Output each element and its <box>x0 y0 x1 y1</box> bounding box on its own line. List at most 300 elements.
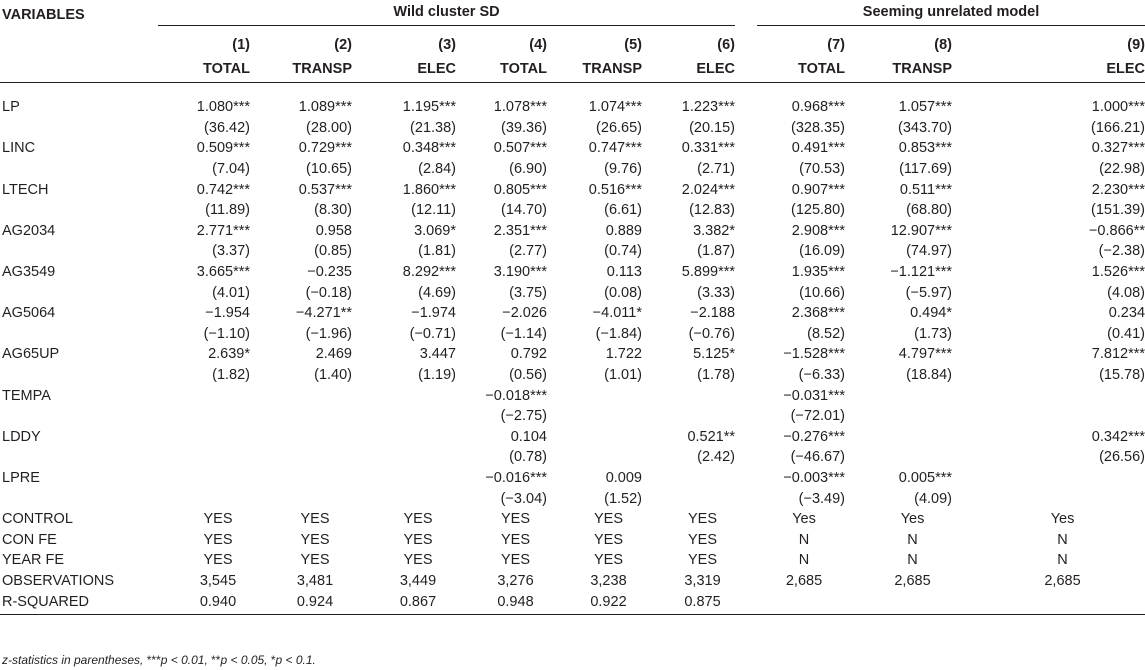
z-statistic-cell <box>250 447 352 468</box>
footer-cell: 0.940 <box>158 591 250 614</box>
coefficient-cell: 2.771*** <box>196 222 250 239</box>
footer-cell: YES <box>688 531 718 548</box>
footer-cell: YES <box>593 552 623 569</box>
z-statistic-cell: (3.37) <box>212 243 250 260</box>
coefficient-cell: 2.230*** <box>1091 181 1145 198</box>
coefficient-cell: 0.331*** <box>681 140 736 157</box>
z-statistic-cell: (21.38) <box>410 119 456 136</box>
coefficient-cell: 1.000*** <box>1091 99 1145 116</box>
footer-cell: YES <box>300 511 330 528</box>
note-p2-stars: ** <box>211 653 221 667</box>
z-statistic-blank <box>0 241 158 262</box>
coefficient-cell: 3.190*** <box>493 264 547 281</box>
z-statistic-cell: (10.65) <box>306 161 352 178</box>
coefficient-cell: 1.195*** <box>402 99 456 116</box>
footer-cell: YES <box>203 531 233 548</box>
column-name: TRANSP <box>547 56 642 83</box>
coefficient-row <box>0 344 1145 365</box>
z-statistic-row <box>0 282 1145 303</box>
note-p1-stars: *** <box>146 653 161 667</box>
coefficient-cell: −0.016*** <box>485 469 547 486</box>
coefficient-row <box>0 468 1145 489</box>
z-statistic-cell: (1.73) <box>914 325 953 342</box>
footer-cell: YES <box>403 531 433 548</box>
coefficient-cell: 0.511*** <box>899 181 953 198</box>
footer-row <box>0 591 1145 614</box>
coefficient-cell: −2.188 <box>690 305 736 322</box>
z-statistic-cell: (10.66) <box>799 284 846 301</box>
z-statistic-cell: (36.42) <box>204 119 250 136</box>
column-number-row <box>0 30 1145 56</box>
footer-cell: N <box>907 552 918 569</box>
z-statistic-cell: (166.21) <box>1091 119 1145 136</box>
z-statistic-cell <box>845 406 952 427</box>
coefficient-cell: 0.521** <box>687 428 736 445</box>
z-statistic-cell: (328.35) <box>791 119 846 136</box>
coefficient-cell: 4.797*** <box>898 346 953 363</box>
coefficient-cell <box>158 468 250 489</box>
footer-label: CONTROL <box>2 511 73 528</box>
z-statistic-cell: (70.53) <box>799 161 846 178</box>
z-statistic-cell: (16.09) <box>799 243 846 260</box>
z-statistic-cell: (74.97) <box>906 243 953 260</box>
z-statistic-cell: (0.78) <box>509 449 547 466</box>
coefficient-cell: 1.089*** <box>298 99 352 116</box>
seeming-unrelated-group-label: Seeming unrelated model <box>757 4 1145 26</box>
coefficient-cell: −1.528*** <box>783 346 846 363</box>
z-statistic-cell: (22.98) <box>1099 161 1145 178</box>
coefficient-cell: −2.026 <box>502 305 547 322</box>
z-statistic-cell: (4.01) <box>212 284 250 301</box>
z-statistic-cell: (39.36) <box>501 119 547 136</box>
z-statistic-cell: (2.77) <box>509 243 547 260</box>
variable-label: LPRE <box>2 469 40 486</box>
coefficient-cell <box>642 468 735 489</box>
footer-cell <box>845 591 952 614</box>
z-statistic-cell <box>642 406 735 427</box>
z-statistic-cell: (343.70) <box>898 119 953 136</box>
z-statistic-cell <box>158 447 250 468</box>
coefficient-cell: 1.074*** <box>588 99 642 116</box>
coefficient-cell: −4.011* <box>592 305 642 322</box>
footer-cell: 3,276 <box>497 572 534 589</box>
z-statistic-cell: (3.75) <box>509 284 547 301</box>
z-statistic-cell: (0.41) <box>1107 325 1145 342</box>
coefficient-row <box>0 427 1145 448</box>
z-statistic-cell <box>845 447 952 468</box>
column-number: (4) <box>529 37 547 53</box>
footer-cell: YES <box>500 531 530 548</box>
z-statistic-cell: (28.00) <box>306 119 352 136</box>
footer-label: YEAR FE <box>2 552 65 569</box>
z-statistic-cell <box>352 488 456 509</box>
header-group-row <box>0 0 1145 30</box>
z-statistic-cell <box>642 488 735 509</box>
z-statistic-cell: (−2.38) <box>1098 243 1145 260</box>
coefficient-cell: 0.958 <box>315 222 352 239</box>
footer-cell: YES <box>403 511 433 528</box>
coefficient-cell <box>352 385 456 406</box>
coefficient-cell: 1.223*** <box>681 99 736 116</box>
z-statistic-row <box>0 200 1145 221</box>
z-statistic-cell: (11.89) <box>205 202 250 219</box>
coefficient-cell: 0.516*** <box>588 181 642 198</box>
z-statistic-cell: (8.52) <box>807 325 846 342</box>
z-statistic-cell <box>547 447 642 468</box>
z-statistic-blank <box>0 118 158 139</box>
coefficient-row <box>0 179 1145 200</box>
footer-cell: 0.924 <box>250 591 352 614</box>
footer-cell: YES <box>203 552 233 569</box>
z-statistic-cell: (6.61) <box>604 202 642 219</box>
footer-cell: YES <box>300 552 330 569</box>
coefficient-cell: 0.907*** <box>791 181 846 198</box>
coefficient-cell <box>547 427 642 448</box>
coefficient-cell: 2.639* <box>208 346 250 363</box>
z-statistic-cell: (−1.96) <box>305 325 352 342</box>
footer-row <box>0 509 1145 530</box>
footer-cell: 3,238 <box>590 572 627 589</box>
z-statistic-cell <box>158 406 250 427</box>
coefficient-cell: −1.121*** <box>890 264 953 281</box>
column-name-blank <box>0 56 158 83</box>
footer-row <box>0 571 1145 592</box>
column-name: TOTAL <box>158 56 250 83</box>
variables-header: VARIABLES <box>2 7 85 23</box>
z-statistic-row <box>0 159 1145 180</box>
note-lead: z-statistics in parentheses, <box>2 653 147 667</box>
z-statistic-cell <box>250 406 352 427</box>
column-name: ELEC <box>642 56 735 83</box>
z-statistic-blank <box>0 324 158 345</box>
z-statistic-row <box>0 365 1145 386</box>
coefficient-cell <box>352 468 456 489</box>
z-statistic-blank <box>0 200 158 221</box>
footer-cell: YES <box>203 511 233 528</box>
coefficient-cell: −1.954 <box>205 305 250 322</box>
footer-cell: 0.867 <box>352 591 456 614</box>
coefficient-cell: 0.537*** <box>298 181 352 198</box>
variable-label: LINC <box>2 140 36 157</box>
z-statistic-cell: (26.65) <box>596 119 642 136</box>
wild-cluster-group-label: Wild cluster SD <box>158 4 735 26</box>
coefficient-cell: 3.382* <box>693 222 736 239</box>
column-name: ELEC <box>352 56 456 83</box>
z-statistic-blank <box>0 159 158 180</box>
z-statistic-cell: (12.11) <box>411 202 456 219</box>
coefficient-cell: 0.747*** <box>588 140 642 157</box>
z-statistic-cell <box>158 488 250 509</box>
footer-cell: Yes <box>792 511 816 528</box>
z-statistic-cell: (1.78) <box>697 367 736 384</box>
coefficient-cell <box>250 385 352 406</box>
footer-cell: 0.875 <box>642 591 735 614</box>
variable-label: LTECH <box>2 181 49 198</box>
footer-cell: 3,481 <box>296 572 334 589</box>
z-statistic-cell: (1.01) <box>604 367 642 384</box>
coefficient-cell <box>547 385 642 406</box>
coefficient-cell: −0.866** <box>1088 222 1145 239</box>
coefficient-cell <box>158 427 250 448</box>
variable-label: AG2034 <box>2 222 56 239</box>
column-number: (1) <box>232 37 250 53</box>
z-statistic-cell: (−0.18) <box>305 284 352 301</box>
footer-cell: Yes <box>900 511 925 528</box>
footer-cell: N <box>1057 552 1068 569</box>
footer-cell: YES <box>300 531 330 548</box>
coefficient-cell: −0.276*** <box>783 428 846 445</box>
footer-cell <box>952 591 1145 614</box>
footer-cell: YES <box>593 531 623 548</box>
z-statistic-cell: (14.70) <box>501 202 547 219</box>
coefficient-row <box>0 303 1145 324</box>
z-statistic-row <box>0 241 1145 262</box>
coefficient-cell: 2.024*** <box>681 181 736 198</box>
z-statistic-cell: (−1.84) <box>595 325 642 342</box>
coefficient-cell <box>158 385 250 406</box>
z-statistic-row <box>0 406 1145 427</box>
z-statistic-row <box>0 488 1145 509</box>
footer-cell: 0.922 <box>547 591 642 614</box>
coefficient-cell: 0.113 <box>606 264 642 281</box>
coefficient-cell: 1.860*** <box>402 181 456 198</box>
variable-label: LDDY <box>2 428 41 445</box>
z-statistic-cell: (1.87) <box>697 243 736 260</box>
note-p1: p < 0.01, <box>160 653 212 667</box>
coefficient-cell: 0.507*** <box>493 140 547 157</box>
coefficient-cell: 1.057*** <box>898 99 953 116</box>
z-statistic-row <box>0 118 1145 139</box>
z-statistic-cell: (0.08) <box>604 284 642 301</box>
coefficient-cell <box>250 468 352 489</box>
coefficient-cell: 0.009 <box>605 469 642 486</box>
footer-cell: YES <box>403 552 433 569</box>
footer-label: CON FE <box>2 531 57 548</box>
table-body <box>0 83 1145 615</box>
wild-cluster-group-header <box>158 0 735 30</box>
z-statistic-cell <box>250 488 352 509</box>
z-statistic-cell: (−5.97) <box>905 284 953 301</box>
coefficient-cell: 2.351*** <box>493 222 547 239</box>
footer-cell <box>735 591 845 614</box>
coefficient-cell: 0.342*** <box>1091 428 1145 445</box>
z-statistic-cell: (117.69) <box>899 161 953 178</box>
z-statistic-cell: (7.04) <box>212 161 250 178</box>
z-statistic-cell: (−2.75) <box>500 408 547 425</box>
coefficient-cell: 0.348*** <box>402 140 456 157</box>
z-statistic-cell <box>352 406 456 427</box>
footer-cell: N <box>798 552 810 569</box>
z-statistic-cell: (2.71) <box>697 161 736 178</box>
coefficient-cell: 0.792 <box>510 346 547 363</box>
footer-row <box>0 529 1145 550</box>
coefficient-cell: 1.080*** <box>196 99 250 116</box>
coefficient-cell: 1.722 <box>605 346 642 363</box>
z-statistic-cell <box>352 447 456 468</box>
column-number: (9) <box>1127 37 1145 53</box>
variable-label: AG3549 <box>2 264 56 281</box>
coefficient-cell: 0.968*** <box>791 99 846 116</box>
coefficient-cell: −0.031*** <box>783 387 846 404</box>
z-statistic-cell <box>547 406 642 427</box>
column-name: TRANSP <box>250 56 352 83</box>
coefficient-cell: 0.327*** <box>1091 140 1145 157</box>
z-statistic-cell: (1.81) <box>418 243 456 260</box>
coefficient-cell: 0.509*** <box>196 140 250 157</box>
z-statistic-blank <box>0 365 158 386</box>
z-statistic-cell: (8.30) <box>314 202 352 219</box>
z-statistic-cell: (0.74) <box>604 243 642 260</box>
footer-cell: 2,685 <box>785 572 823 589</box>
z-statistic-cell: (18.84) <box>906 367 953 384</box>
footer-cell: YES <box>688 511 718 528</box>
column-number: (5) <box>624 37 642 53</box>
coefficient-cell: 2.908*** <box>791 222 846 239</box>
z-statistic-cell: (4.69) <box>418 284 456 301</box>
coefficient-cell <box>845 385 952 406</box>
z-statistic-cell: (−0.76) <box>688 325 736 342</box>
coefficient-cell: 0.494* <box>910 305 953 322</box>
footer-cell: Yes <box>1050 511 1075 528</box>
column-name: TOTAL <box>735 56 845 83</box>
footer-cell: YES <box>593 511 623 528</box>
coefficient-cell: 0.005*** <box>898 469 953 486</box>
table-note <box>2 653 316 667</box>
column-number: (7) <box>827 37 846 53</box>
z-statistic-blank <box>0 488 158 509</box>
coefficient-row <box>0 262 1145 283</box>
z-statistic-cell: (2.84) <box>418 161 456 178</box>
z-statistic-cell: (−0.71) <box>409 325 456 342</box>
z-statistic-blank <box>0 447 158 468</box>
coefficient-cell <box>952 385 1145 406</box>
footer-cell: YES <box>688 552 718 569</box>
z-statistic-cell: (1.19) <box>418 367 456 384</box>
coefficient-row <box>0 83 1145 118</box>
variable-label: TEMPA <box>2 387 51 404</box>
coefficient-cell <box>352 427 456 448</box>
coefficient-cell: −0.003*** <box>783 469 846 486</box>
column-number-blank <box>0 30 158 56</box>
coefficient-cell: −4.271** <box>295 305 352 322</box>
z-statistic-cell: (1.52) <box>604 490 642 507</box>
footer-label: OBSERVATIONS <box>2 572 114 589</box>
coefficient-row <box>0 385 1145 406</box>
z-statistic-blank <box>0 282 158 303</box>
column-name-row <box>0 56 1145 83</box>
coefficient-cell: 0.805*** <box>493 181 547 198</box>
footer-cell: 0.948 <box>456 591 547 614</box>
z-statistic-cell: (0.56) <box>509 367 547 384</box>
coefficient-cell <box>642 385 735 406</box>
z-statistic-row <box>0 447 1145 468</box>
z-statistic-cell: (1.40) <box>314 367 352 384</box>
coefficient-cell: 0.889 <box>605 222 642 239</box>
z-statistic-row <box>0 324 1145 345</box>
footer-cell: N <box>798 531 810 548</box>
z-statistic-cell: (−72.01) <box>790 408 846 425</box>
note-p3-stars: * <box>270 653 276 667</box>
z-statistic-cell: (12.83) <box>689 202 736 219</box>
footer-cell: 3,449 <box>399 572 437 589</box>
variable-label: AG65UP <box>2 346 60 363</box>
coefficient-cell: 3.069* <box>414 222 456 239</box>
coefficient-cell: 2.368*** <box>791 305 846 322</box>
z-statistic-cell: (−1.14) <box>500 325 547 342</box>
z-statistic-cell: (6.90) <box>509 161 547 178</box>
footer-cell: 3,319 <box>684 572 721 589</box>
variable-label: LP <box>2 99 20 116</box>
footer-cell: N <box>1057 531 1068 548</box>
z-statistic-cell <box>952 488 1145 509</box>
coefficient-cell: 12.907*** <box>890 222 953 239</box>
coefficient-cell: −0.235 <box>307 264 352 281</box>
z-statistic-cell: (−3.49) <box>798 490 846 507</box>
column-number: (8) <box>934 37 953 53</box>
coefficient-cell: 3.447 <box>419 346 456 363</box>
column-number: (2) <box>334 37 352 53</box>
z-statistic-cell: (4.08) <box>1107 284 1145 301</box>
coefficient-row <box>0 138 1145 159</box>
z-statistic-cell: (0.85) <box>314 243 352 260</box>
footer-cell: YES <box>500 511 530 528</box>
z-statistic-cell: (20.15) <box>689 119 736 136</box>
z-statistic-blank <box>0 406 158 427</box>
z-statistic-cell: (151.39) <box>1091 202 1145 219</box>
seeming-unrelated-group-header <box>735 0 1145 30</box>
column-number: (3) <box>438 37 456 53</box>
z-statistic-cell: (2.42) <box>697 449 736 466</box>
footer-cell: N <box>907 531 918 548</box>
coefficient-cell: 0.853*** <box>898 140 953 157</box>
footer-cell: 2,685 <box>1044 572 1081 589</box>
coefficient-cell: 0.234 <box>1108 305 1145 322</box>
coefficient-cell: 0.729*** <box>298 140 352 157</box>
footer-cell: 3,545 <box>199 572 237 589</box>
z-statistic-cell: (−3.04) <box>500 490 547 507</box>
z-statistic-cell <box>952 406 1145 427</box>
column-name: TOTAL <box>456 56 547 83</box>
z-statistic-cell: (26.56) <box>1099 449 1145 466</box>
z-statistic-cell: (1.82) <box>212 367 250 384</box>
z-statistic-cell: (3.33) <box>697 284 736 301</box>
coefficient-cell: 1.935*** <box>791 264 846 281</box>
coefficient-cell: −0.018*** <box>485 387 547 404</box>
z-statistic-cell: (4.09) <box>914 490 953 507</box>
coefficient-cell: 5.899*** <box>681 264 736 281</box>
coefficient-cell: 0.104 <box>510 428 547 445</box>
note-p3: p < 0.1. <box>275 653 316 667</box>
column-name: TRANSP <box>845 56 952 83</box>
coefficient-cell: 7.812*** <box>1091 346 1145 363</box>
z-statistic-cell: (15.78) <box>1099 367 1145 384</box>
variable-label: AG5064 <box>2 305 56 322</box>
coefficient-cell <box>250 427 352 448</box>
footer-label: R-SQUARED <box>0 591 158 614</box>
coefficient-cell: 3.665*** <box>196 264 250 281</box>
coefficient-cell: 0.742*** <box>196 181 250 198</box>
coefficient-cell: 0.491*** <box>791 140 846 157</box>
z-statistic-cell: (125.80) <box>791 202 846 219</box>
coefficient-cell: 1.526*** <box>1091 264 1145 281</box>
coefficient-cell: 2.469 <box>315 346 352 363</box>
coefficient-row <box>0 221 1145 242</box>
z-statistic-cell: (−6.33) <box>798 367 846 384</box>
note-p2: p < 0.05, <box>220 653 271 667</box>
coefficient-cell <box>845 427 952 448</box>
z-statistic-cell: (68.80) <box>906 202 953 219</box>
column-name: ELEC <box>952 56 1145 83</box>
